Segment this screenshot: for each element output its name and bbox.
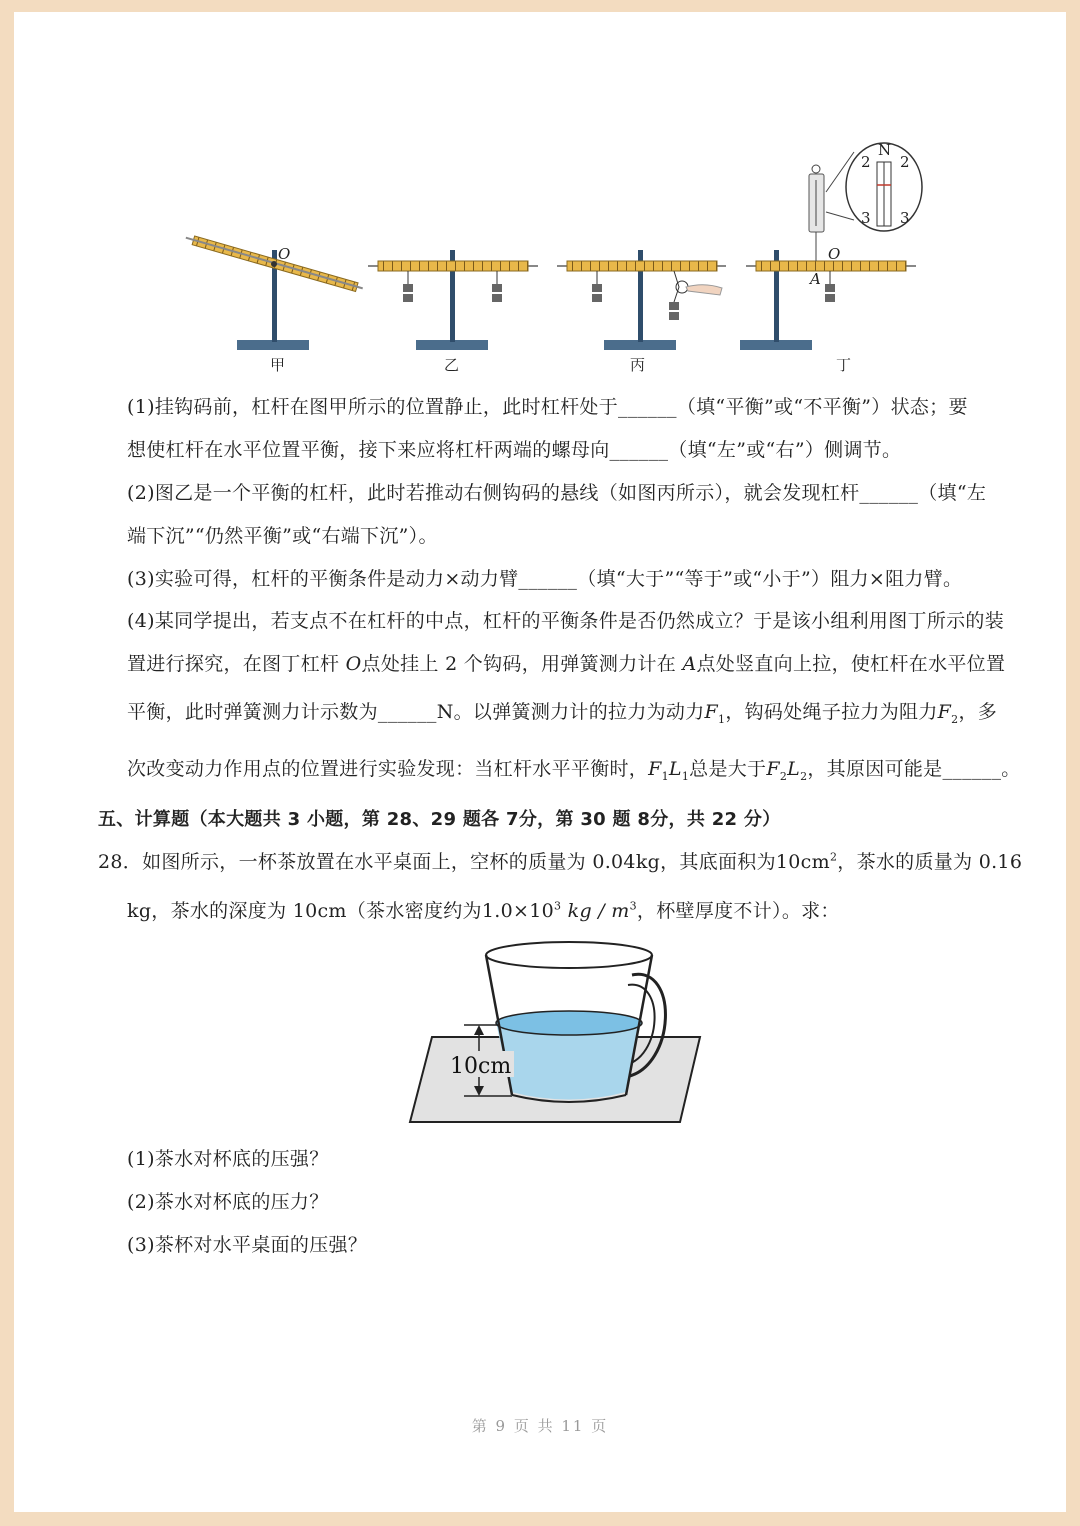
- q28-line1-b: ，茶水的质量为 0.16: [837, 851, 1023, 873]
- q27-part4-line2-b: 点处挂上 2 个钩码，用弹簧测力计在: [361, 653, 683, 675]
- dial-tick-3-right: 3: [900, 209, 910, 227]
- lever-jia: [184, 234, 363, 374]
- q28-density-unit-exp: 3: [629, 899, 637, 913]
- point-o-jia: O: [278, 245, 291, 263]
- symbol-f1b-sub: 1: [661, 769, 669, 783]
- q27-part1-line1: (1)挂钩码前，杠杆在图甲所示的位置静止，此时杠杆处于______（填“平衡”或“不平衡”）状态；要: [127, 396, 968, 418]
- point-a-ding: A: [810, 270, 821, 288]
- symbol-f2b-sub: 2: [779, 769, 788, 783]
- q27-part4-line2-c: 点处竖直向上拉，使杠杆在水平位置: [696, 653, 1006, 675]
- symbol-f1-sub: 1: [718, 712, 726, 726]
- q28-density: 1.0×10: [481, 900, 554, 922]
- label-bing: 丙: [630, 356, 646, 374]
- q27-part4-line3-a: 平衡，此时弹簧测力计示数为______N。以弹簧测力计的拉力为动力: [127, 701, 705, 723]
- lever-bing: [557, 250, 726, 374]
- q28-density-unit: kg / m: [561, 900, 630, 922]
- lever-ding: [740, 141, 922, 374]
- q27-part4-line4-a: 次改变动力作用点的位置进行实验发现：当杠杆水平平衡时，: [127, 758, 649, 780]
- cup-depth-label: 10cm: [450, 1054, 512, 1079]
- symbol-f2b: F: [766, 758, 780, 780]
- q27-part4-line4-b: 总是大于: [689, 758, 767, 780]
- symbol-l2-sub: 2: [800, 769, 808, 783]
- q27-part3: (3)实验可得，杠杆的平衡条件是动力×动力臂______（填“大于”“等于”或“小于”）阻力×阻力臂。: [127, 568, 963, 590]
- symbol-l1-sub: 1: [681, 769, 690, 783]
- dial-unit: N: [878, 141, 892, 159]
- q28-area-exp: 2: [829, 850, 838, 864]
- dial-tick-3-left: 3: [861, 209, 871, 227]
- q27-part4-line3-c: ，多: [958, 701, 998, 723]
- q27-part4-line4-c: ，其原因可能是______。: [807, 758, 1021, 780]
- q27-part4-line3-b: ，钩码处绳子拉力为阻力: [725, 701, 938, 723]
- q27-part2-line2: 端下沉”“仍然平衡”或“右端下沉”）。: [127, 525, 438, 547]
- symbol-l1: L: [668, 758, 682, 780]
- point-o-ref: O: [345, 653, 362, 675]
- q27-part1-line2: 想使杠杆在水平位置平衡，接下来应将杠杆两端的螺母向______（填“左”或“右”）侧调节。: [127, 439, 902, 461]
- symbol-f1b: F: [648, 758, 662, 780]
- section-5-heading: 五、计算题（本大题共 3 小题，第 28、29 题各 7分，第 30 题 8分，共 22 分）: [98, 809, 781, 830]
- symbol-f1: F: [704, 701, 719, 723]
- page-footer: 第 9 页 共 11 页: [471, 1417, 609, 1435]
- tea-cup-figure: [404, 937, 704, 1127]
- q28-line2-b: ，杯壁厚度不计）。求：: [636, 900, 840, 922]
- exam-page: [14, 12, 1066, 1512]
- q28-sub2: (2)茶水对杯底的压力？: [127, 1191, 329, 1213]
- q27-part4-line2-a: 置进行探究，在图丁杠杆: [127, 653, 346, 675]
- symbol-f2: F: [937, 701, 952, 723]
- symbol-l2: L: [787, 758, 801, 780]
- lever-yi: [368, 250, 538, 374]
- q27-part4-line1: (4)某同学提出，若支点不在杠杆的中点，杠杆的平衡条件是否仍然成立？于是该小组利用图丁所示的装: [127, 610, 1005, 632]
- q28-sub3: (3)茶杯对水平桌面的压强？: [127, 1234, 368, 1256]
- symbol-f2-sub: 2: [951, 712, 959, 726]
- q28-line1: [98, 847, 1022, 874]
- q27-part2-line1: (2)图乙是一个平衡的杠杆，此时若推动右侧钩码的悬线（如图丙所示），就会发现杠杆______（填“左: [127, 482, 987, 504]
- label-yi: 乙: [444, 356, 460, 374]
- lever-figures: [14, 12, 1066, 392]
- q28-line2: [127, 896, 840, 923]
- q28-area: 10cm: [775, 851, 830, 873]
- label-ding: 丁: [836, 356, 852, 374]
- dial-tick-2-left: 2: [861, 153, 871, 171]
- q28-line1-a: 28．如图所示，一杯茶放置在水平桌面上，空杯的质量为 0.04kg，其底面积为: [98, 851, 776, 873]
- label-jia: 甲: [270, 356, 286, 374]
- q27-part4-line4: [127, 754, 1021, 783]
- q28-line2-a: kg，茶水的深度为 10cm（茶水密度约为: [127, 900, 482, 922]
- q28-sub1: (1)茶水对杯底的压强？: [127, 1148, 329, 1170]
- q27-part4-line2: [127, 649, 1005, 676]
- q28-density-exp: 3: [553, 899, 562, 913]
- point-a-ref: A: [682, 653, 697, 675]
- q27-part4-line3: [127, 697, 997, 726]
- dial-tick-2-right: 2: [900, 153, 910, 171]
- point-o-ding: O: [828, 245, 841, 263]
